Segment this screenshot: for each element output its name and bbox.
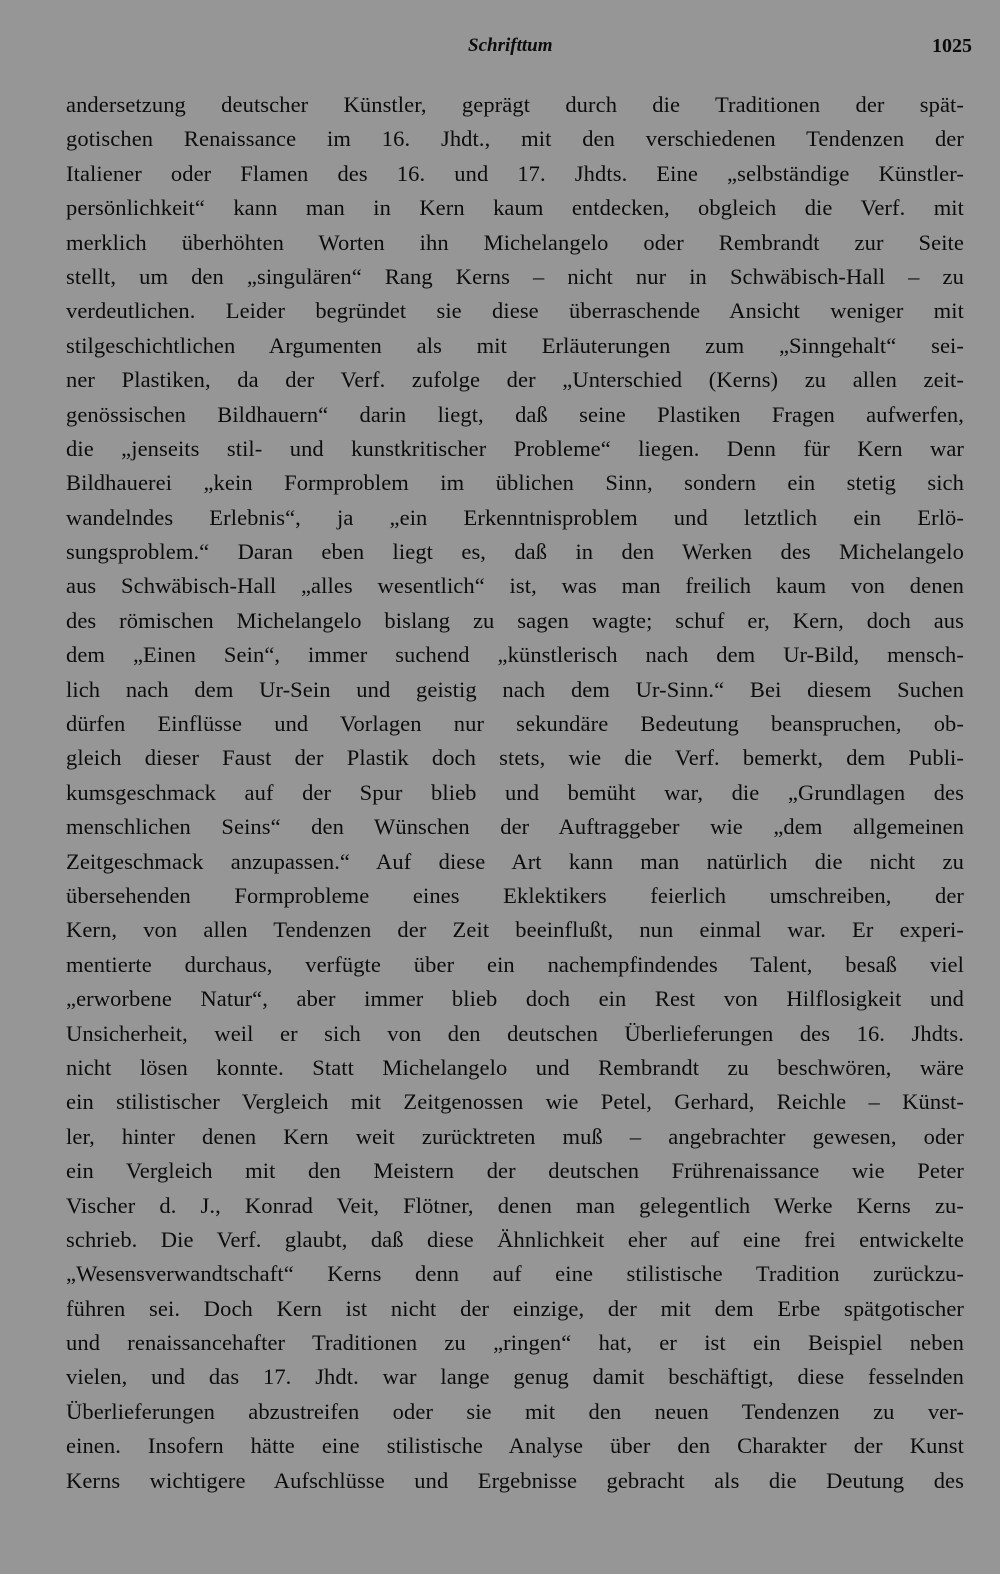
- text-line: ner Plastiken, da der Verf. zufolge der „Unterschied (Kerns) zu allen zeit-: [66, 367, 964, 393]
- text-line: nicht lösen konnte. Statt Michelangelo und Rembrandt zu beschwören, wäre: [66, 1054, 964, 1080]
- text-line: verdeutlichen. Leider begründet sie diese überraschende Ansicht weniger mit: [66, 298, 964, 324]
- text-line: Zeitgeschmack anzupassen.“ Auf diese Art kann man natürlich die nicht zu: [66, 848, 964, 874]
- text-line: führen sei. Doch Kern ist nicht der einzige, der mit dem Erbe spätgotischer: [66, 1295, 964, 1321]
- text-line: „erworbene Natur“, aber immer blieb doch ein Rest von Hilflosigkeit und: [66, 986, 964, 1012]
- text-line: ein Vergleich mit den Meistern der deutschen Frührenaissance wie Peter: [66, 1158, 964, 1184]
- text-line: gotischen Renaissance im 16. Jhdt., mit den verschiedenen Tendenzen der: [66, 126, 964, 152]
- text-line: sungsproblem.“ Daran eben liegt es, daß in den Werken des Michelangelo: [66, 539, 964, 565]
- text-line: Kerns wichtigere Aufschlüsse und Ergebnisse gebracht als die Deutung des: [66, 1467, 964, 1493]
- text-line: „Wesensverwandtschaft“ Kerns denn auf eine stilistische Tradition zurückzu-: [66, 1261, 964, 1287]
- text-line: übersehenden Formprobleme eines Eklektikers feierlich umschreiben, der: [66, 882, 964, 908]
- text-line: mentierte durchaus, verfügte über ein nachempfindendes Talent, besaß viel: [66, 951, 964, 977]
- text-line: schrieb. Die Verf. glaubt, daß diese Ähnlichkeit eher auf eine frei entwickelte: [66, 1226, 964, 1252]
- text-line: ler, hinter denen Kern weit zurücktreten muß – angebrachter gewesen, oder: [66, 1123, 964, 1149]
- text-line: andersetzung deutscher Künstler, geprägt durch die Traditionen der spät-: [66, 92, 964, 117]
- text-line: Kern, von allen Tendenzen der Zeit beeinflußt, nun einmal war. Er experi-: [66, 917, 964, 943]
- text-line: aus Schwäbisch-Hall „alles wesentlich“ ist, was man freilich kaum von denen: [66, 573, 964, 599]
- text-line: die „jenseits stil- und kunstkritischer Probleme“ liegen. Denn für Kern war: [66, 435, 964, 461]
- text-line: Unsicherheit, weil er sich von den deutschen Überlieferungen des 16. Jhdts.: [66, 1020, 964, 1046]
- text-line: merklich überhöhten Worten ihn Michelangelo oder Rembrandt zur Seite: [66, 229, 964, 255]
- body-text: [66, 88, 964, 1498]
- text-line: stellt, um den „singulären“ Rang Kerns – nicht nur in Schwäbisch-Hall – zu: [66, 263, 964, 289]
- text-line: des römischen Michelangelo bislang zu sagen wagte; schuf er, Kern, doch aus: [66, 607, 964, 633]
- text-line: gleich dieser Faust der Plastik doch stets, wie die Verf. bemerkt, dem Publi-: [66, 745, 964, 771]
- text-line: und renaissancehafter Traditionen zu „ringen“ hat, er ist ein Beispiel neben: [66, 1330, 964, 1356]
- text-line: einen. Insofern hätte eine stilistische Analyse über den Charakter der Kunst: [66, 1433, 964, 1459]
- text-line: dem „Einen Sein“, immer suchend „künstlerisch nach dem Ur-Bild, mensch-: [66, 642, 964, 668]
- text-line: menschlichen Seins“ den Wünschen der Auftraggeber wie „dem allgemeinen: [66, 814, 964, 840]
- text-line: stilgeschichtlichen Argumenten als mit Erläuterungen zum „Sinngehalt“ sei-: [66, 332, 964, 358]
- text-line: lich nach dem Ur-Sein und geistig nach dem Ur-Sinn.“ Bei diesem Suchen: [66, 676, 964, 702]
- text-line: Italiener oder Flamen des 16. und 17. Jhdts. Eine „selbständige Künstler-: [66, 160, 964, 186]
- text-line: ein stilistischer Vergleich mit Zeitgenossen wie Petel, Gerhard, Reichle – Künst-: [66, 1089, 964, 1115]
- text-line: dürfen Einflüsse und Vorlagen nur sekundäre Bedeutung beanspruchen, ob-: [66, 711, 964, 737]
- text-line: genössischen Bildhauern“ darin liegt, daß seine Plastiken Fragen aufwerfen,: [66, 401, 964, 427]
- text-line: Bildhauerei „kein Formproblem im üblichen Sinn, sondern ein stetig sich: [66, 470, 964, 496]
- running-head: [0, 30, 1000, 62]
- text-line: kumsgeschmack auf der Spur blieb und bemüht war, die „Grundlagen des: [66, 779, 964, 805]
- page-number: 1025: [932, 35, 972, 57]
- text-line: wandelndes Erlebnis“, ja „ein Erkenntnisproblem und letztlich ein Erlö-: [66, 504, 964, 530]
- text-line: Vischer d. J., Konrad Veit, Flötner, denen man gelegentlich Werke Kerns zu-: [66, 1192, 964, 1218]
- text-line: persönlichkeit“ kann man in Kern kaum entdecken, obgleich die Verf. mit: [66, 195, 964, 221]
- text-line: vielen, und das 17. Jhdt. war lange genug damit beschäftigt, diese fesselnden: [66, 1364, 964, 1390]
- text-line: Überlieferungen abzustreifen oder sie mit den neuen Tendenzen zu ver-: [66, 1398, 964, 1424]
- running-head-title: Schrifttum: [468, 35, 553, 56]
